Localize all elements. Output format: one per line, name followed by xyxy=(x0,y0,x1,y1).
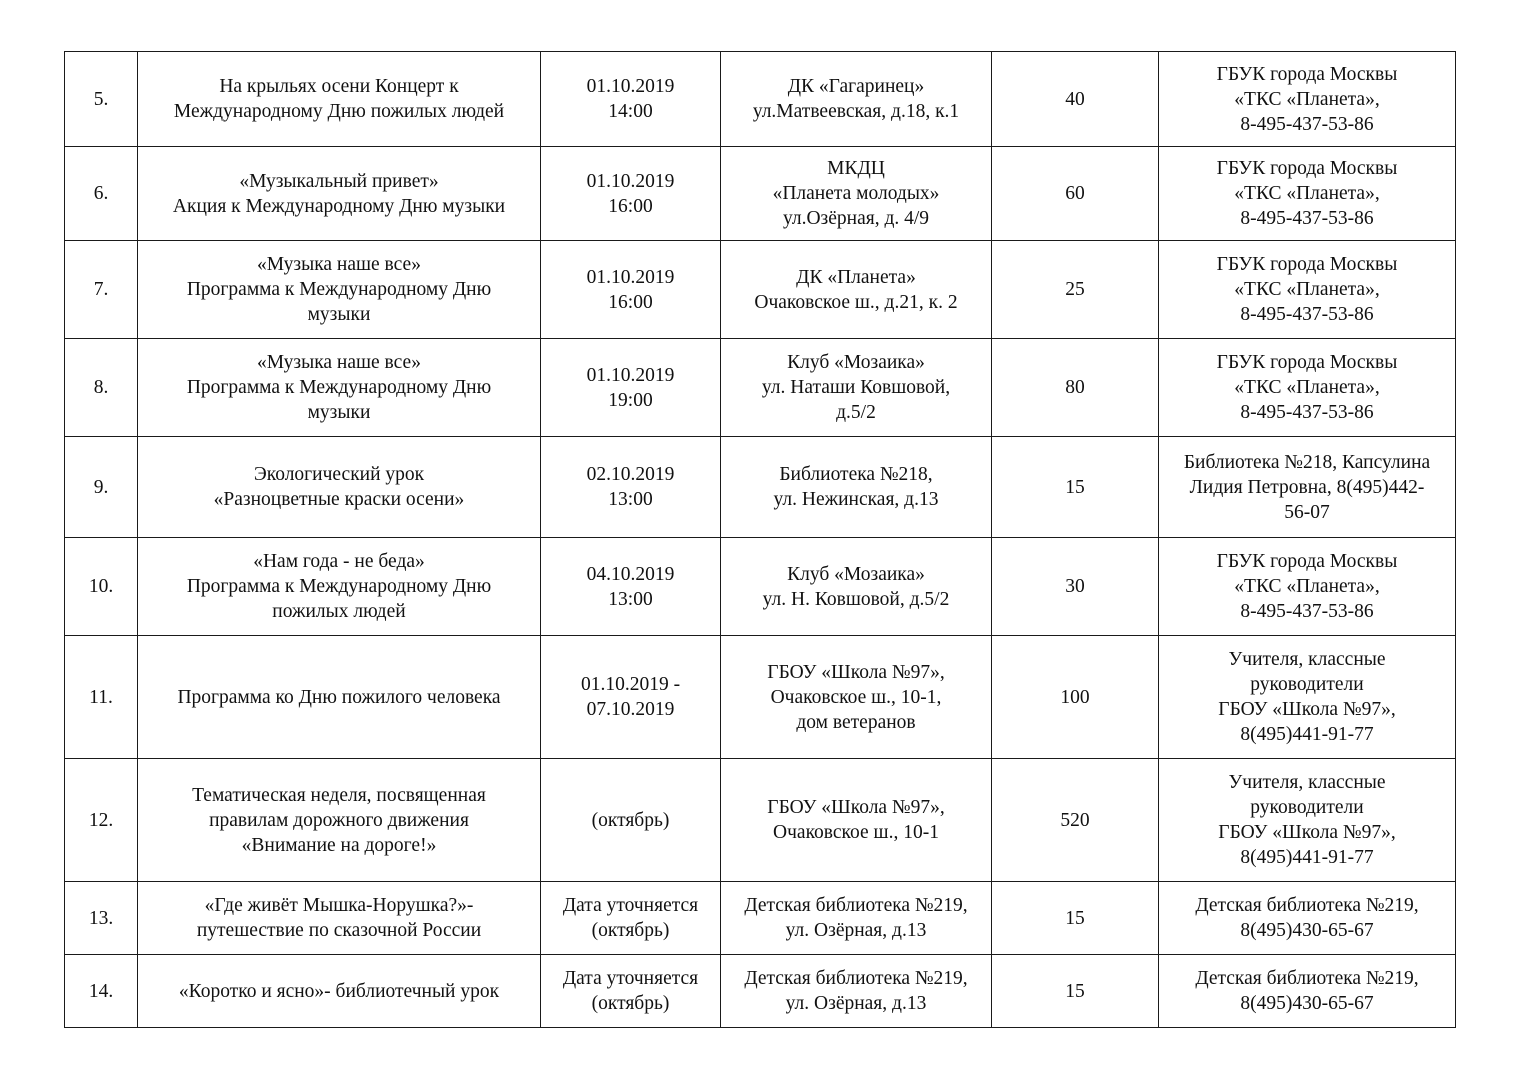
organizer-contact: Учителя, классные руководители ГБОУ «Школа №97», 8(495)441-91-77 xyxy=(1159,759,1456,882)
participant-count: 15 xyxy=(992,955,1159,1028)
organizer-contact: ГБУК города Москвы «ТКС «Планета», 8-495-437-53-86 xyxy=(1159,538,1456,636)
event-place: Клуб «Мозаика» ул. Наташи Ковшовой, д.5/2 xyxy=(721,339,992,437)
event-place: МКДЦ «Планета молодых» ул.Озёрная, д. 4/9 xyxy=(721,147,992,241)
event-title: «Коротко и ясно»- библиотечный урок xyxy=(138,955,541,1028)
event-date: 02.10.2019 13:00 xyxy=(541,437,721,538)
organizer-contact: ГБУК города Москвы «ТКС «Планета», 8-495-437-53-86 xyxy=(1159,241,1456,339)
event-date: Дата уточняется (октябрь) xyxy=(541,955,721,1028)
table-row xyxy=(65,955,1456,1028)
event-title: «Музыка наше все» Программа к Международному Дню музыки xyxy=(138,241,541,339)
event-place: Детская библиотека №219, ул. Озёрная, д.13 xyxy=(721,882,992,955)
organizer-contact: Детская библиотека №219, 8(495)430-65-67 xyxy=(1159,955,1456,1028)
table-row xyxy=(65,882,1456,955)
events-table xyxy=(64,51,1456,1028)
table-row xyxy=(65,241,1456,339)
event-date: 04.10.2019 13:00 xyxy=(541,538,721,636)
table-row xyxy=(65,538,1456,636)
organizer-contact: ГБУК города Москвы «ТКС «Планета», 8-495-437-53-86 xyxy=(1159,52,1456,147)
organizer-contact: Библиотека №218, Капсулина Лидия Петровна, 8(495)442- 56-07 xyxy=(1159,437,1456,538)
participant-count: 100 xyxy=(992,636,1159,759)
event-date: (октябрь) xyxy=(541,759,721,882)
event-date: 01.10.2019 19:00 xyxy=(541,339,721,437)
row-number: 11. xyxy=(65,636,138,759)
event-place: ГБОУ «Школа №97», Очаковское ш., 10-1 xyxy=(721,759,992,882)
event-place: ГБОУ «Школа №97», Очаковское ш., 10-1, дом ветеранов xyxy=(721,636,992,759)
participant-count: 60 xyxy=(992,147,1159,241)
row-number: 6. xyxy=(65,147,138,241)
event-date: Дата уточняется (октябрь) xyxy=(541,882,721,955)
event-place: Детская библиотека №219, ул. Озёрная, д.13 xyxy=(721,955,992,1028)
event-date: 01.10.2019 16:00 xyxy=(541,147,721,241)
event-title: «Музыка наше все» Программа к Международному Дню музыки xyxy=(138,339,541,437)
table-row xyxy=(65,339,1456,437)
row-number: 8. xyxy=(65,339,138,437)
event-title: Экологический урок «Разноцветные краски осени» xyxy=(138,437,541,538)
row-number: 13. xyxy=(65,882,138,955)
event-place: ДК «Планета» Очаковское ш., д.21, к. 2 xyxy=(721,241,992,339)
event-title: Тематическая неделя, посвященная правилам дорожного движения «Внимание на дороге!» xyxy=(138,759,541,882)
row-number: 9. xyxy=(65,437,138,538)
table-row xyxy=(65,759,1456,882)
table-row xyxy=(65,636,1456,759)
participant-count: 520 xyxy=(992,759,1159,882)
participant-count: 15 xyxy=(992,882,1159,955)
row-number: 5. xyxy=(65,52,138,147)
event-title: Программа ко Дню пожилого человека xyxy=(138,636,541,759)
row-number: 12. xyxy=(65,759,138,882)
event-title: «Где живёт Мышка-Норушка?»- путешествие по сказочной России xyxy=(138,882,541,955)
event-title: «Нам года - не беда» Программа к Международному Дню пожилых людей xyxy=(138,538,541,636)
organizer-contact: Учителя, классные руководители ГБОУ «Школа №97», 8(495)441-91-77 xyxy=(1159,636,1456,759)
table-row xyxy=(65,147,1456,241)
participant-count: 25 xyxy=(992,241,1159,339)
event-place: Библиотека №218, ул. Нежинская, д.13 xyxy=(721,437,992,538)
organizer-contact: ГБУК города Москвы «ТКС «Планета», 8-495-437-53-86 xyxy=(1159,339,1456,437)
row-number: 14. xyxy=(65,955,138,1028)
event-date: 01.10.2019 - 07.10.2019 xyxy=(541,636,721,759)
participant-count: 40 xyxy=(992,52,1159,147)
row-number: 10. xyxy=(65,538,138,636)
participant-count: 30 xyxy=(992,538,1159,636)
event-title: «Музыкальный привет» Акция к Международному Дню музыки xyxy=(138,147,541,241)
event-date: 01.10.2019 16:00 xyxy=(541,241,721,339)
participant-count: 15 xyxy=(992,437,1159,538)
event-date: 01.10.2019 14:00 xyxy=(541,52,721,147)
organizer-contact: Детская библиотека №219, 8(495)430-65-67 xyxy=(1159,882,1456,955)
table-row xyxy=(65,52,1456,147)
event-place: ДК «Гагаринец» ул.Матвеевская, д.18, к.1 xyxy=(721,52,992,147)
organizer-contact: ГБУК города Москвы «ТКС «Планета», 8-495-437-53-86 xyxy=(1159,147,1456,241)
event-place: Клуб «Мозаика» ул. Н. Ковшовой, д.5/2 xyxy=(721,538,992,636)
event-title: На крыльях осени Концерт к Международному Дню пожилых людей xyxy=(138,52,541,147)
participant-count: 80 xyxy=(992,339,1159,437)
table-row xyxy=(65,437,1456,538)
row-number: 7. xyxy=(65,241,138,339)
